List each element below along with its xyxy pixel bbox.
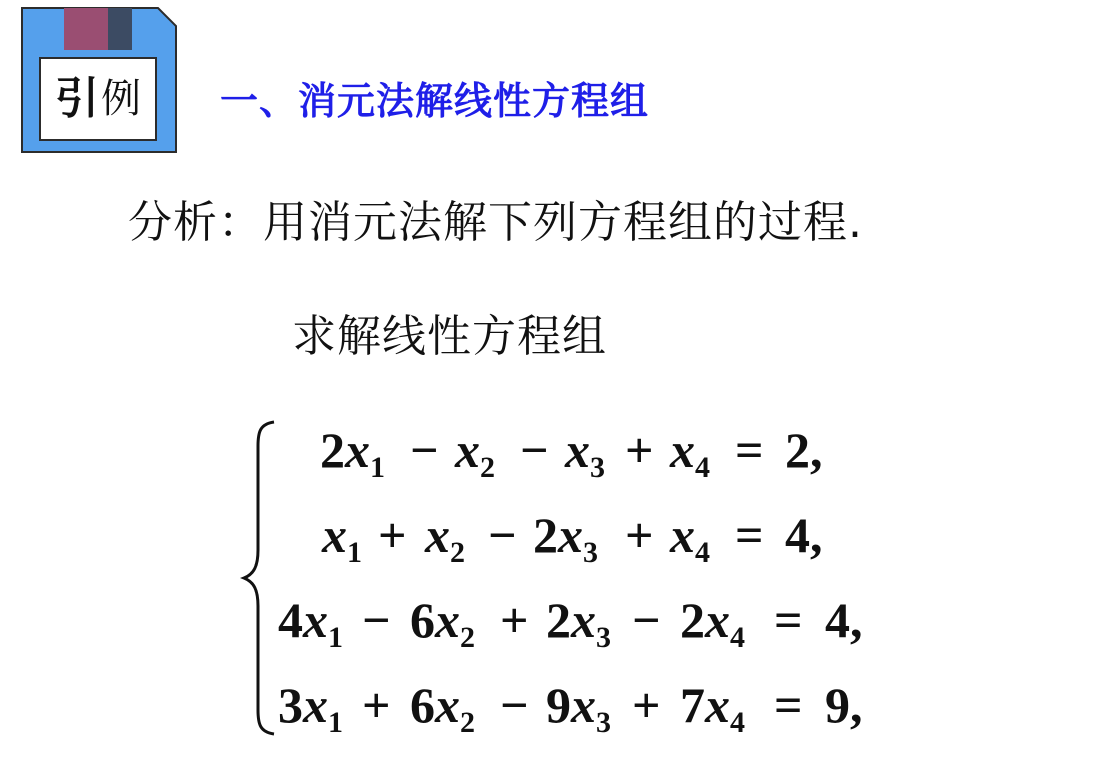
equation-operator: +: [362, 677, 391, 733]
equation-operator: =: [774, 592, 803, 648]
analysis-text: 分析：用消元法解下列方程组的过程.: [128, 197, 863, 248]
equation-operator: +: [378, 507, 407, 563]
equation-term: $2x_3$: [533, 507, 598, 569]
equation-operator: +: [625, 422, 654, 478]
equation-rhs: 2,: [785, 422, 823, 478]
subtitle-text: 求解线性方程组: [292, 311, 607, 362]
equation-operator: −: [500, 677, 529, 733]
section-title: 一、消元法解线性方程组: [220, 79, 650, 123]
equation-rhs: 4,: [785, 507, 823, 563]
equation-term: $x_2$: [425, 507, 465, 569]
equation-operator: =: [735, 507, 764, 563]
equation-rhs: 9,: [825, 677, 863, 733]
equation-term: $7x_4$: [680, 677, 745, 739]
equation-term: $x_2$: [455, 422, 495, 484]
badge-label: [42, 62, 154, 136]
equation-operator: +: [500, 592, 529, 648]
equation-term: $9x_3$: [546, 677, 611, 739]
left-brace-icon: [240, 420, 280, 736]
equation-operator: +: [625, 507, 654, 563]
equation-term: $2x_3$: [546, 592, 611, 654]
equation-rhs: 4,: [825, 592, 863, 648]
equation-operator: −: [362, 592, 391, 648]
equation-operator: −: [488, 507, 517, 563]
equation-operator: +: [632, 677, 661, 733]
badge-char-1: 引: [55, 73, 99, 124]
equation-term: $x_3$: [565, 422, 605, 484]
equation-term: $6x_2$: [410, 677, 475, 739]
equation-term: $4x_1$: [278, 592, 343, 654]
equation-term: $6x_2$: [410, 592, 475, 654]
system-brace: [240, 420, 280, 740]
equation-operator: −: [520, 422, 549, 478]
equation-term: $x_4$: [670, 507, 710, 569]
equation-operator: −: [632, 592, 661, 648]
equation-operator: =: [735, 422, 764, 478]
equation-operator: =: [774, 677, 803, 733]
example-badge: [20, 6, 178, 154]
equation-term: $x_1$: [322, 507, 362, 569]
equation-operator: −: [410, 422, 439, 478]
equation-term: $2x_1$: [320, 422, 385, 484]
badge-char-2: 例: [101, 76, 141, 122]
equation-term: $3x_1$: [278, 677, 343, 739]
equation-term: $2x_4$: [680, 592, 745, 654]
equation-term: $x_4$: [670, 422, 710, 484]
